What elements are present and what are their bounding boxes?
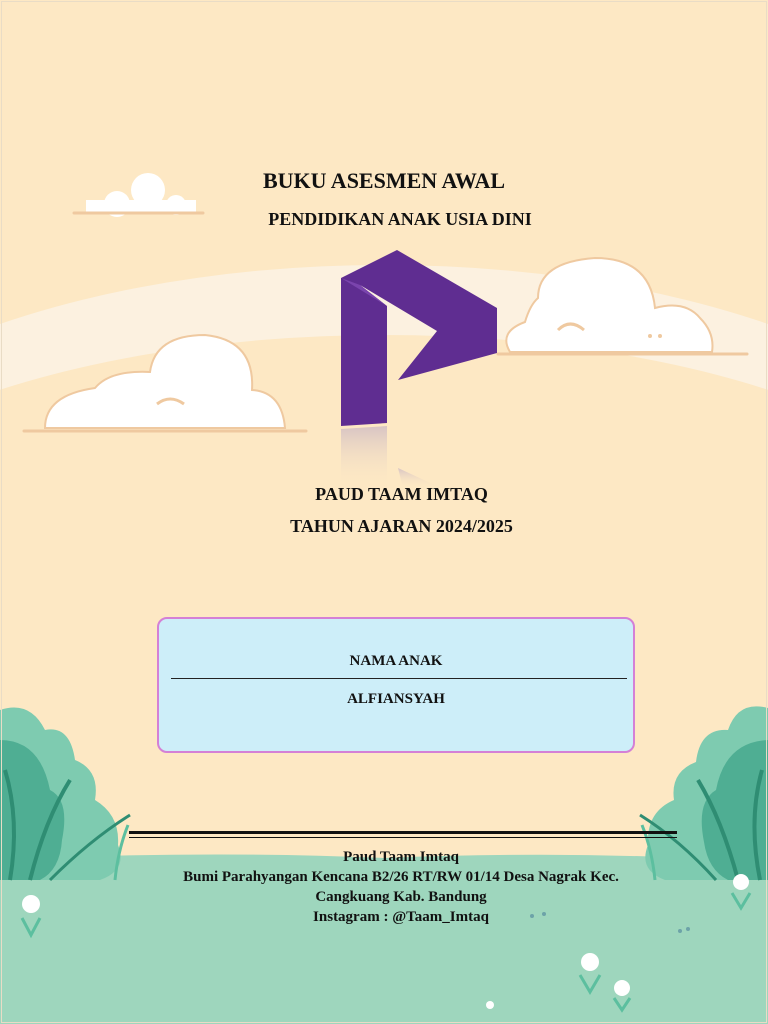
footer-divider-thin <box>129 837 677 838</box>
footer-info <box>100 847 702 927</box>
book-title: BUKU ASESMEN AWAL <box>262 168 506 193</box>
book-subtitle: PENDIDIKAN ANAK USIA DINI <box>268 209 532 229</box>
footer-address-line2: Cangkuang Kab. Bandung <box>315 889 487 905</box>
academic-year: TAHUN AJARAN 2024/2025 <box>290 516 513 536</box>
name-divider <box>171 678 627 679</box>
student-name-box <box>157 617 635 753</box>
school-name: PAUD TAAM IMTAQ <box>315 484 488 504</box>
student-name-label: NAMA ANAK <box>349 653 443 669</box>
letter-p-logo-icon <box>335 248 500 488</box>
footer-institution: Paud Taam Imtaq <box>343 849 459 865</box>
footer-instagram: Instagram : @Taam_Imtaq <box>313 909 489 925</box>
footer-divider-thick <box>129 831 677 834</box>
footer-address-line1: Bumi Parahyangan Kencana B2/26 RT/RW 01/14 Desa Nagrak Kec. <box>183 869 619 885</box>
student-name-value: ALFIANSYAH <box>347 691 445 707</box>
